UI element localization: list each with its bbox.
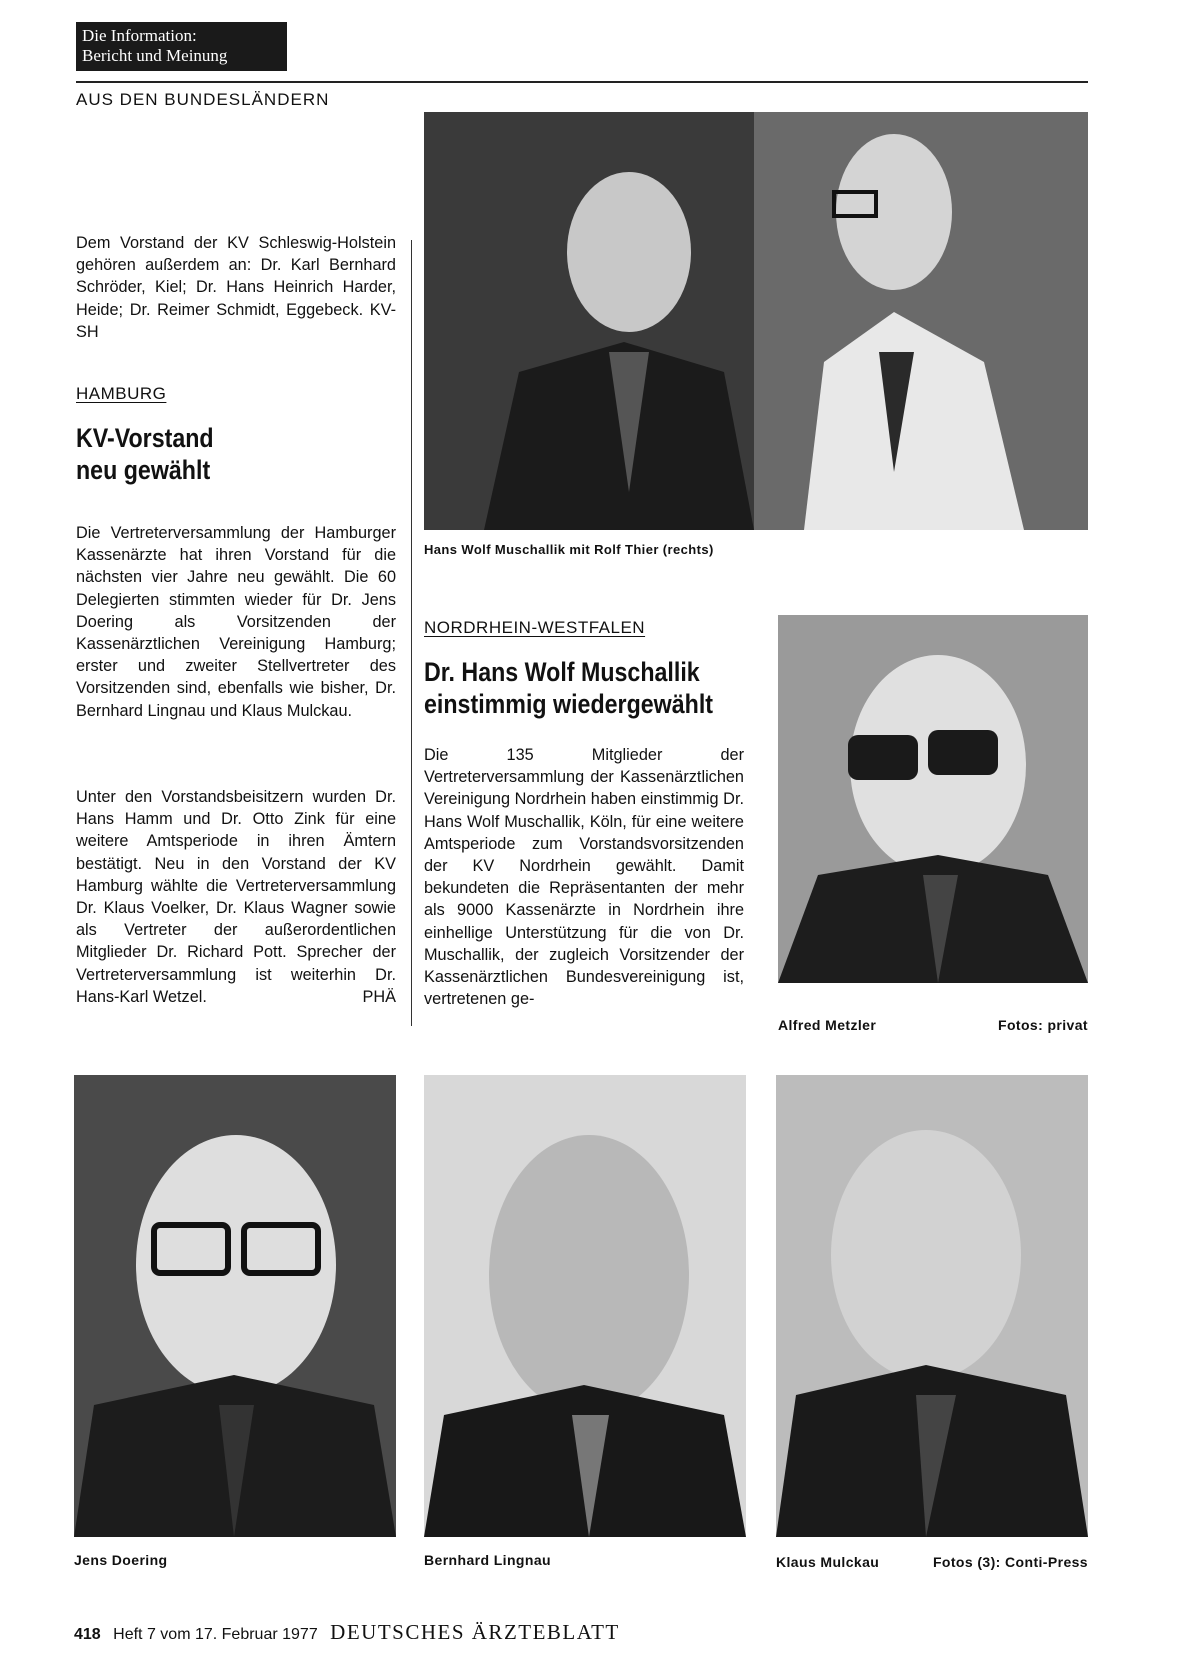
kicker: AUS DEN BUNDESLÄNDERN bbox=[76, 90, 330, 109]
photo-alfred-metzler bbox=[778, 615, 1088, 983]
headline-hamburg-line2: neu gewählt bbox=[76, 455, 211, 485]
photo-two-men-image bbox=[424, 112, 1088, 530]
caption-klaus-mulckau: Klaus Mulckau bbox=[776, 1554, 880, 1570]
caption-bernhard-lingnau: Bernhard Lingnau bbox=[424, 1552, 551, 1568]
hamburg-paragraph-1: Die Vertreterversammlung der Hamburger Kassenärzte hat ihren Vorstand für die nächsten vier Jahre neu gewählt. Die 60 Delegierten stimmten wieder für Dr. Jens Doering als Vorsitzenden der Kassenärztlichen Vereinigung Hamburg; erster und zweiter Stellvertreter des Vorsitzenden sind, ebenfalls wie bisher, Dr. Bernhard Lingnau und Klaus Mulckau. bbox=[76, 524, 396, 720]
hamburg-paragraph-2 bbox=[76, 786, 396, 1008]
credit-private: Fotos: privat bbox=[998, 1017, 1088, 1033]
section-hamburg: HAMBURG bbox=[76, 384, 167, 403]
caption-jens-doering: Jens Doering bbox=[74, 1552, 168, 1568]
footer bbox=[74, 1620, 620, 1645]
photo-klaus-mulckau bbox=[776, 1075, 1088, 1537]
page-number: 418 bbox=[74, 1626, 101, 1643]
photo-jens-doering bbox=[74, 1075, 396, 1537]
photo-bernhard-lingnau-image bbox=[424, 1075, 746, 1537]
headline-nrw-line2: einstimmig wiedergewählt bbox=[424, 689, 714, 719]
header-rule bbox=[76, 81, 1088, 83]
caption-top-photo: Hans Wolf Muschallik mit Rolf Thier (rechts) bbox=[424, 542, 714, 557]
photo-klaus-mulckau-image bbox=[776, 1075, 1088, 1537]
photo-bernhard-lingnau bbox=[424, 1075, 746, 1537]
photo-two-men bbox=[424, 112, 1088, 530]
photo-alfred-metzler-image bbox=[778, 615, 1088, 983]
publication-title: DEUTSCHES ÄRZTEBLATT bbox=[330, 1620, 620, 1644]
headline-nrw-line1: Dr. Hans Wolf Muschallik bbox=[424, 657, 700, 687]
caption-alfred-metzler: Alfred Metzler bbox=[778, 1017, 877, 1033]
nrw-paragraph: Die 135 Mitglieder der Vertreterversammlung der Kassenärztlichen Vereinigung Nordrhein haben einstimmig Dr. Hans Wolf Muschallik, Köln, für eine weitere Amtsperiode zum Vorstandsvorsitzenden der KV Nordrhein gewählt. Damit bekundeten die Repräsentanten der mehr als 9000 Kassenärzte in Nordrhein ihre einhellige Unterstützung für die von Dr. Muschallik, der zugleich Vorsitzender der Kassenärztlichen Bundesvereinigung ist, vertretenen ge- bbox=[424, 746, 744, 1009]
column-rule bbox=[411, 240, 412, 1026]
headline-nrw bbox=[424, 656, 768, 720]
author-sign: PHÄ bbox=[362, 987, 396, 1006]
section-nrw: NORDRHEIN-WESTFALEN bbox=[424, 618, 646, 637]
hamburg-paragraph-2-text: Unter den Vorstandsbeisitzern wurden Dr. Hans Hamm und Dr. Otto Zink für eine weitere Amtsperiode in ihren Ämtern bestätigt. Neu in den Vorstand der KV Hamburg wählte die Vertreterversammlung Dr. Klaus Voelker, Dr. Klaus Wagner sowie als Vertreter der außerordentlichen Mitglieder Dr. Richard Pott. Sprecher der Vertreterversammlung ist weiterhin Dr. Hans-Karl Wetzel. bbox=[76, 788, 396, 1006]
intro-paragraph: Dem Vorstand der KV Schleswig-Holstein gehören außerdem an: Dr. Karl Bernhard Schröder, Kiel; Dr. Hans Heinrich Harder, Heide; Dr. Reimer Schmidt, Eggebeck. KV-SH bbox=[76, 234, 396, 341]
issue-info: Heft 7 vom 17. Februar 1977 bbox=[113, 1626, 318, 1643]
photo-jens-doering-image bbox=[74, 1075, 396, 1537]
section-label-line2: Bericht und Meinung bbox=[82, 46, 228, 65]
section-label-line1: Die Information: bbox=[82, 26, 197, 45]
credit-conti-press: Fotos (3): Conti-Press bbox=[932, 1554, 1088, 1570]
headline-hamburg-line1: KV-Vorstand bbox=[76, 423, 214, 453]
section-label bbox=[76, 22, 287, 71]
headline-hamburg bbox=[76, 422, 334, 486]
